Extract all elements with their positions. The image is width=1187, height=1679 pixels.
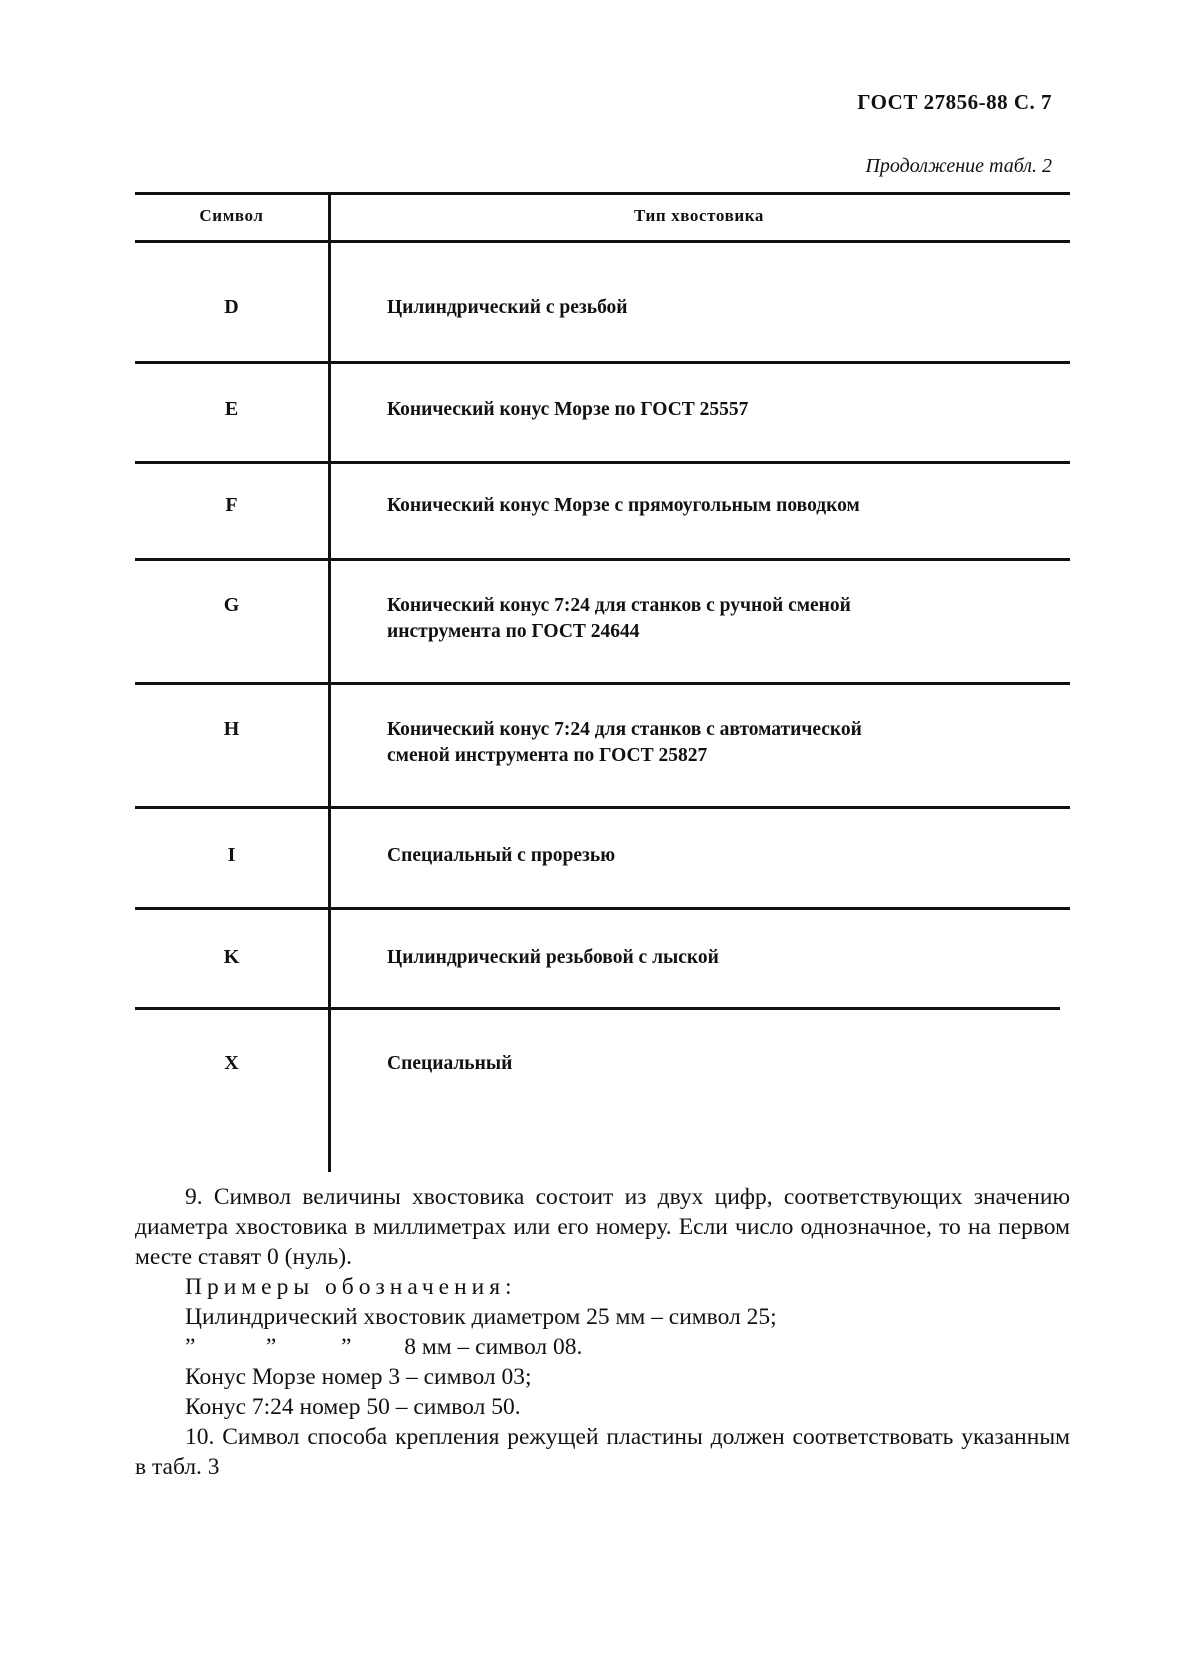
example-line: Конус Морзе номер 3 – символ 03;	[185, 1364, 532, 1390]
example-line: ” ” ” 8 мм – символ 08.	[185, 1334, 583, 1360]
paragraph-9: 9. Символ величины хвостовика состоит из двух цифр, соответствующих значению диаметра хвостовика в миллиметрах или его номеру. Если число однозначное, то на первом месте ставят 0 (нуль).	[135, 1184, 1070, 1270]
example-line: Цилиндрический хвостовик диаметром 25 мм – символ 25;	[185, 1304, 777, 1330]
row-type	[387, 843, 1027, 869]
row-symbol: E	[224, 398, 239, 420]
row-symbol: F	[225, 494, 238, 516]
row-type-line: Специальный	[387, 1053, 513, 1074]
row-symbol: G	[223, 594, 240, 616]
table-rule	[135, 682, 1070, 685]
row-type	[387, 397, 1027, 423]
row-type-line: Конический конус 7:24 для станков с автоматической	[387, 719, 862, 740]
shank-type-table	[135, 206, 1070, 1172]
row-symbol: H	[223, 718, 240, 740]
row-type-line: инструмента по ГОСТ 24644	[387, 621, 640, 642]
row-type	[387, 295, 1027, 321]
paragraph-10: 10. Символ способа крепления режущей пластины должен соответствовать указанным в табл. 3	[135, 1424, 1070, 1480]
table-rule	[135, 461, 1070, 464]
row-type-line: Цилиндрический резьбовой с лыской	[387, 947, 719, 968]
table-rule	[135, 361, 1070, 364]
row-type-line: Цилиндрический с резьбой	[387, 297, 628, 318]
row-symbol: D	[224, 296, 239, 318]
table-rule	[135, 558, 1070, 561]
row-symbol: K	[223, 946, 240, 968]
row-type	[387, 945, 1027, 971]
row-type-line: сменой инструмента по ГОСТ 25827	[387, 745, 708, 766]
row-type	[387, 717, 1027, 769]
table-rule-top	[135, 192, 1070, 195]
column-header-symbol: Символ	[199, 206, 264, 225]
row-symbol: X	[224, 1052, 239, 1074]
row-type-line: Конический конус Морзе с прямоугольным поводком	[387, 495, 860, 516]
table-column-divider	[328, 192, 331, 1172]
table-rule	[135, 907, 1070, 910]
row-symbol: I	[227, 844, 236, 866]
row-type	[387, 1051, 1027, 1077]
row-type	[387, 493, 1027, 519]
example-line: Конус 7:24 номер 50 – символ 50.	[185, 1394, 521, 1420]
column-header-type: Тип хвостовика	[634, 206, 764, 225]
row-type-line: Конический конус 7:24 для станков с ручной сменой	[387, 595, 851, 616]
table-caption: Продолжение табл. 2	[865, 155, 1052, 177]
table-rule	[135, 806, 1070, 809]
examples-heading: Примеры обозначения:	[185, 1274, 517, 1300]
table-rule-header	[135, 240, 1070, 243]
body-text	[135, 1182, 1070, 1482]
page-header: ГОСТ 27856-88 С. 7	[857, 90, 1052, 114]
table-rule	[135, 1007, 1060, 1010]
row-type-line: Конический конус Морзе по ГОСТ 25557	[387, 399, 749, 420]
row-type	[387, 593, 1027, 645]
row-type-line: Специальный с прорезью	[387, 845, 616, 866]
